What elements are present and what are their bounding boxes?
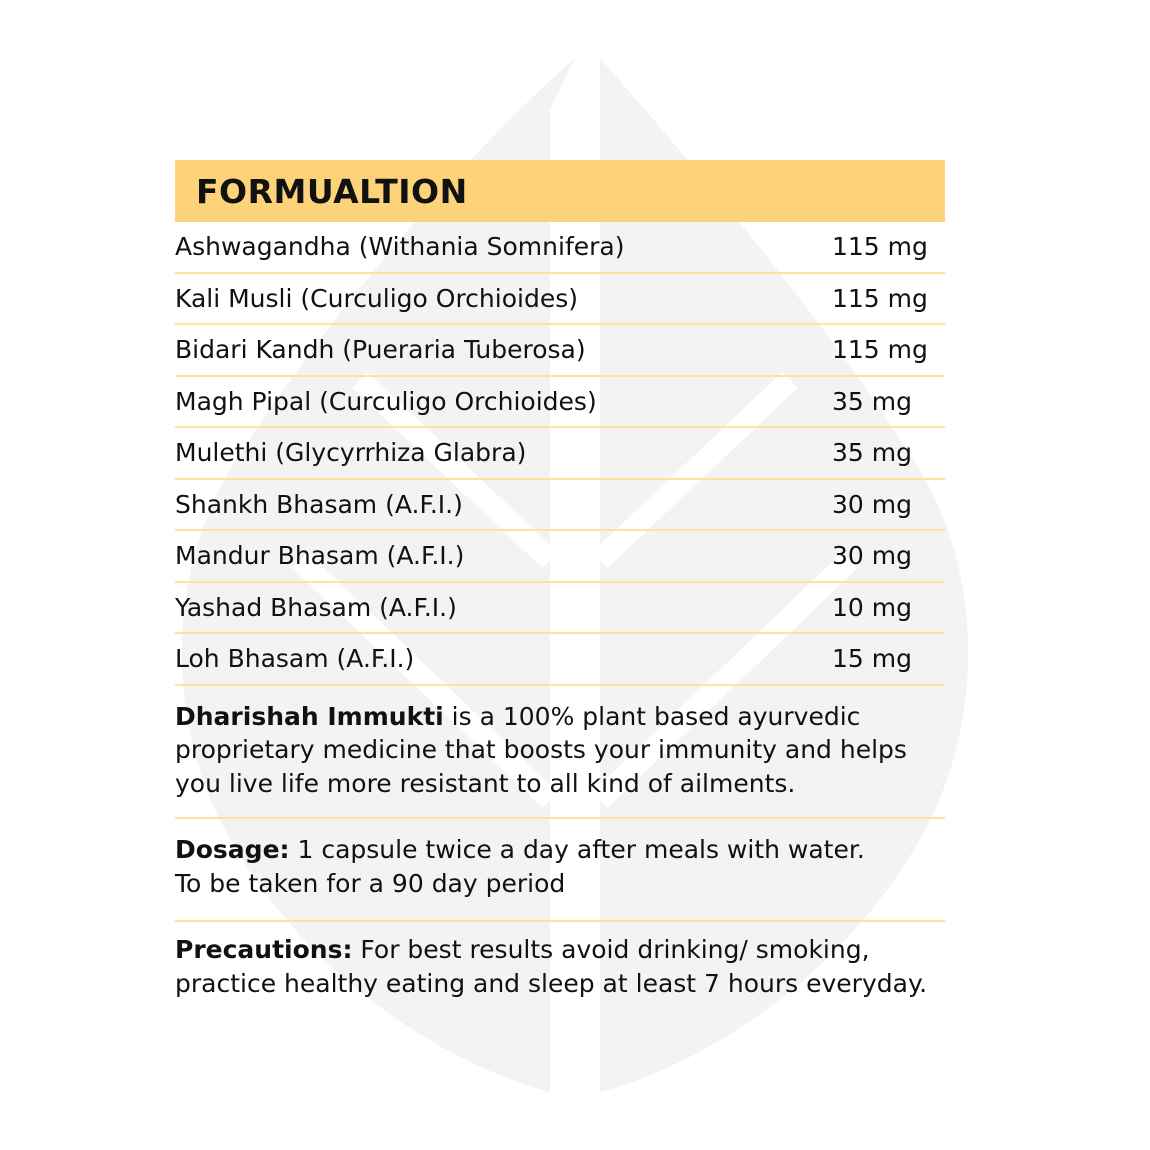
formulation-title: FORMUALTION: [196, 171, 468, 211]
section-divider: [175, 817, 945, 819]
ingredient-name: Bidari Kandh (Pueraria Tuberosa): [175, 335, 586, 365]
ingredient-row: [175, 583, 945, 635]
ingredient-name: Shankh Bhasam (A.F.I.): [175, 489, 463, 519]
ingredient-name: Mulethi (Glycyrrhiza Glabra): [175, 438, 527, 468]
dosage-text: 1 capsule twice a day after meals with water.: [289, 835, 865, 864]
ingredient-name: Magh Pipal (Curculigo Orchioides): [175, 386, 597, 416]
ingredient-list: [175, 222, 945, 686]
ingredient-amount: 115 mg: [832, 283, 928, 313]
precautions-label: Precautions:: [175, 935, 353, 964]
dosage-line-2: To be taken for a 90 day period: [175, 868, 566, 898]
product-description: [175, 700, 985, 818]
ingredient-amount: 30 mg: [832, 489, 912, 519]
description-line-2: proprietary medicine that boosts your immunity and helps: [175, 735, 907, 764]
description-line-1: [175, 700, 985, 734]
ingredient-amount: 30 mg: [832, 541, 912, 571]
ingredient-name: Kali Musli (Curculigo Orchioides): [175, 283, 578, 313]
description-line-3: you live life more resistant to all kind of ailments.: [175, 768, 796, 798]
precautions-section: [175, 933, 985, 1000]
precautions-text: For best results avoid drinking/ smoking,: [352, 935, 870, 964]
precautions-line-1: [175, 933, 985, 967]
ingredient-amount: 10 mg: [832, 592, 912, 622]
ingredient-amount: 35 mg: [832, 386, 912, 416]
dosage-line-1: [175, 833, 985, 867]
ingredient-amount: 15 mg: [832, 644, 912, 674]
ingredient-row: [175, 634, 945, 686]
ingredient-row: [175, 325, 945, 377]
formulation-header: [175, 160, 945, 222]
ingredient-row: [175, 222, 945, 274]
ingredient-row: [175, 480, 945, 532]
ingredient-amount: 115 mg: [832, 232, 928, 262]
description-text: is a 100% plant based ayurvedic: [443, 701, 861, 731]
ingredient-amount: 35 mg: [832, 438, 912, 468]
ingredient-row: [175, 428, 945, 480]
brand-name: Dharishah Immukti: [175, 701, 444, 731]
formulation-panel: [175, 160, 985, 1000]
ingredient-name: Mandur Bhasam (A.F.I.): [175, 541, 465, 571]
section-divider: [175, 920, 945, 922]
ingredient-name: Ashwagandha (Withania Somnifera): [175, 232, 625, 262]
dosage-label: Dosage:: [175, 835, 290, 864]
precautions-line-2: practice healthy eating and sleep at least 7 hours everyday.: [175, 968, 928, 998]
ingredient-row: [175, 377, 945, 429]
ingredient-row: [175, 274, 945, 326]
dosage-section: [175, 833, 985, 920]
ingredient-name: Loh Bhasam (A.F.I.): [175, 644, 415, 674]
ingredient-row: [175, 531, 945, 583]
ingredient-amount: 115 mg: [832, 335, 928, 365]
ingredient-name: Yashad Bhasam (A.F.I.): [175, 592, 457, 622]
